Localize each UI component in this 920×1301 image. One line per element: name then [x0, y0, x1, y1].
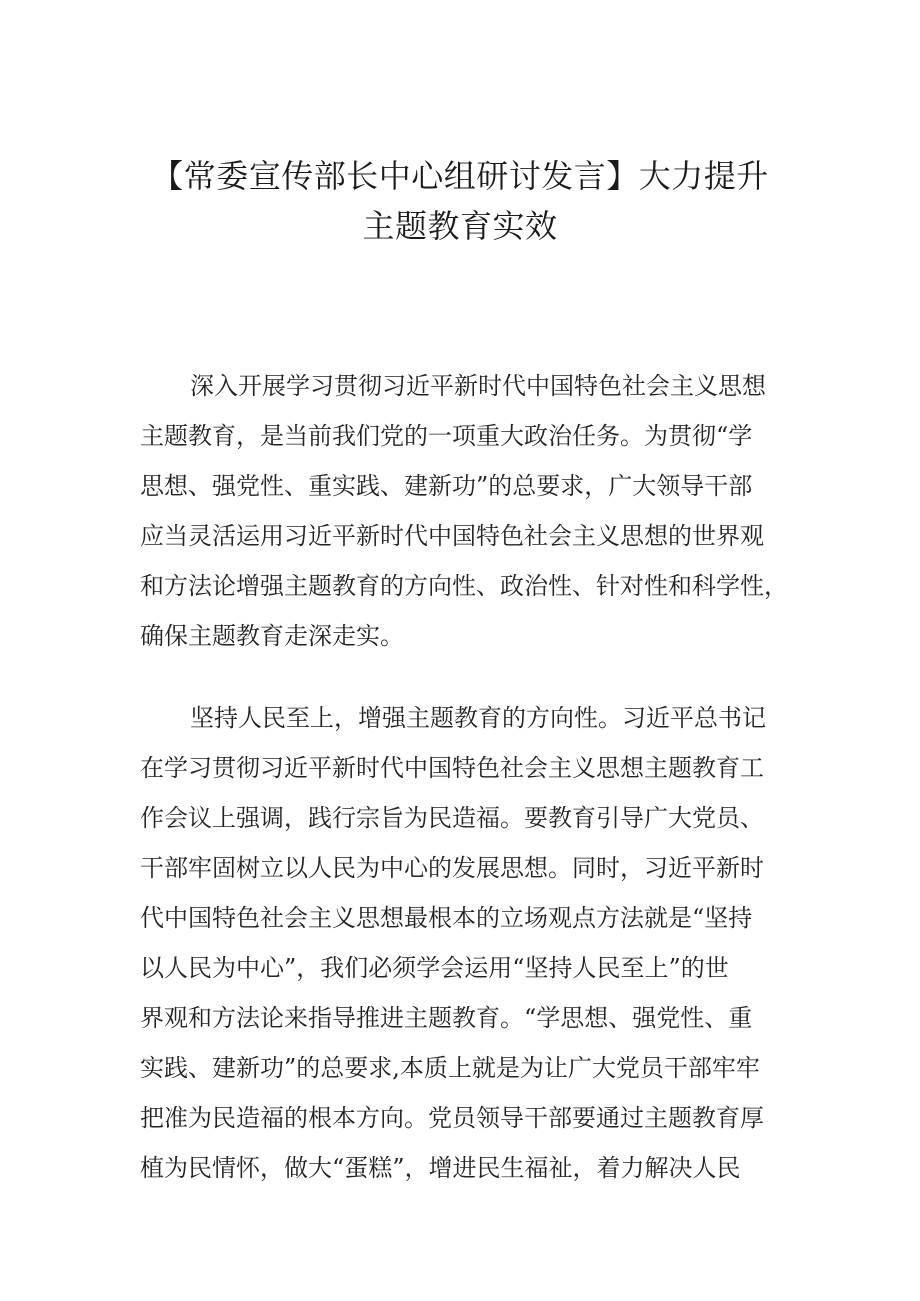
paragraph-line: 深入开展学习贯彻习近平新时代中国特色社会主义思想: [190, 372, 766, 400]
paragraph-1: [140, 361, 800, 661]
paragraph-line: 代中国特色社会主义思想最根本的立场观点方法就是“坚持: [140, 904, 753, 932]
paragraph-line: 思想、强党性、重实践、建新功”的总要求，广大领导干部: [140, 472, 753, 500]
paragraph-line: 坚持人民至上，增强主题教育的方向性。习近平总书记: [190, 704, 766, 732]
paragraph-2: [140, 693, 800, 1193]
paragraph-line: 植为民情怀，做大“蛋糕”，增进民生福祉，着力解决人民: [140, 1154, 741, 1182]
paragraph-line: 以人民为中心”，我们必须学会运用“坚持人民至上”的世: [140, 954, 729, 982]
paragraph-line: 干部牢固树立以人民为中心的发展思想。同时，习近平新时: [140, 854, 764, 882]
paragraph-line: 在学习贯彻习近平新时代中国特色社会主义思想主题教育工: [140, 754, 764, 782]
paragraph-line: 主题教育，是当前我们党的一项重大政治任务。为贯彻“学: [140, 422, 753, 450]
document-title-line-2: 主题教育实效: [362, 207, 558, 245]
paragraph-line: 和方法论增强主题教育的方向性、政治性、针对性和科学性，: [140, 572, 788, 600]
document-title-line-1: 【常委宣传部长中心组研讨发言】大力提升: [151, 157, 769, 195]
paragraph-line: 实践、建新功”的总要求,本质上就是为让广大党员干部牢牢: [140, 1054, 760, 1082]
paragraph-line: 界观和方法论来指导推进主题教育。“学思想、强党性、重: [140, 1004, 753, 1032]
paragraph-line: 把准为民造福的根本方向。党员领导干部要通过主题教育厚: [140, 1104, 764, 1132]
paragraph-line: 确保主题教育走深走实。: [140, 622, 404, 650]
paragraph-line: 应当灵活运用习近平新时代中国特色社会主义思想的世界观: [140, 522, 764, 550]
paragraph-line: 作会议上强调，践行宗旨为民造福。要教育引导广大党员、: [140, 804, 764, 832]
